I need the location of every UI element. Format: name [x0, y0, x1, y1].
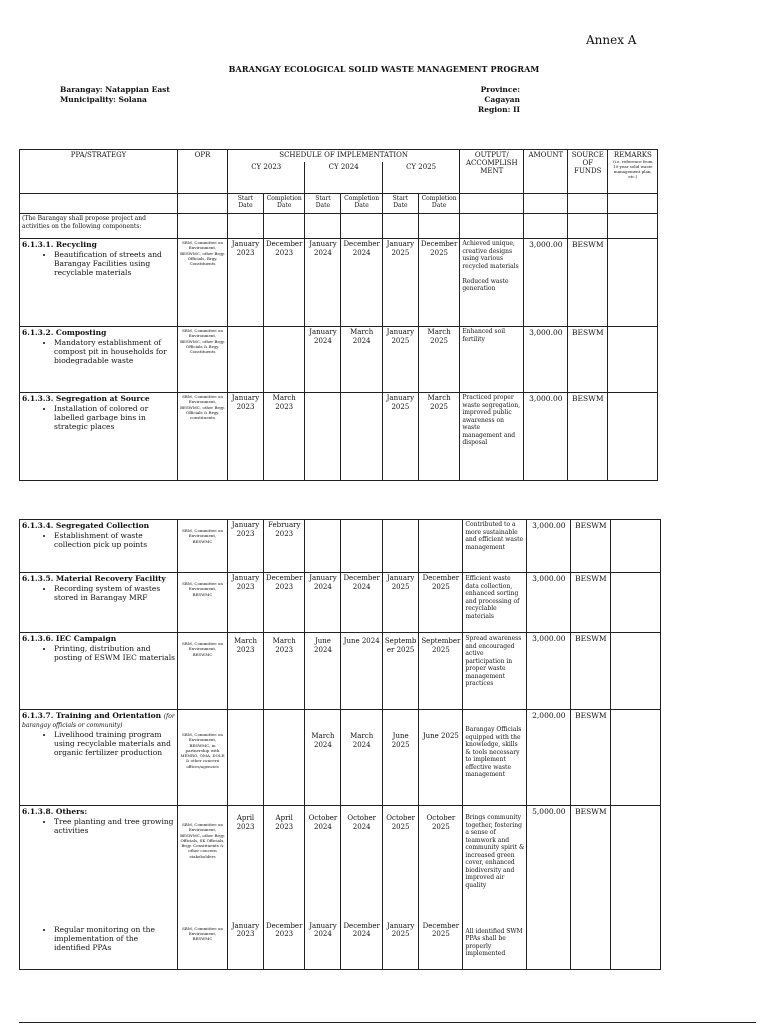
program-table-2: [19, 519, 661, 970]
date-cell: October 2025: [382, 806, 419, 918]
date-cell: January 2025: [382, 239, 418, 327]
province-label: Province: Cagayan: [480, 85, 520, 104]
amount-cell: 5,000.00: [527, 806, 571, 918]
opr-cell: SBM, Committee on Environment, BESWMC, other Brgy. Officials, Brgy. Constituents: [178, 239, 228, 327]
remarks-cell: [608, 327, 658, 393]
date-cell: January 2023: [228, 239, 264, 327]
header-cy2023: CY 2023: [228, 162, 305, 194]
output-cell: Efficient waste data collection, enhanced sorting and processing of recyclable materials: [463, 573, 527, 633]
date-cell: March 2023: [264, 393, 305, 481]
ppa-bullet: • Livelihood training program using recyclable materials and organic fertilizer production: [54, 730, 175, 757]
output-cell: Barangay Officials equipped with the knowledge, skills & tools necessary to implement effective waste management: [463, 710, 527, 806]
header-remarks: [608, 150, 658, 194]
date-cell: October 2024: [341, 806, 382, 918]
output-cell: Practiced proper waste segregation, improved public awareness on waste management and disposal: [460, 393, 524, 481]
date-cell: [341, 520, 382, 573]
table-row: [20, 393, 658, 481]
date-cell: December 2023: [264, 918, 305, 970]
output-cell: Achieved unique, creative designs using various recycled materials Reduced waste generation: [460, 239, 524, 327]
date-cell: September 2025: [419, 633, 463, 710]
date-cell: June 2024: [341, 633, 382, 710]
table-row: [20, 573, 661, 633]
remarks-label: REMARKS: [613, 151, 652, 159]
empty-cell: [178, 194, 228, 214]
date-cell: [382, 520, 419, 573]
date-cell: March 2023: [228, 633, 264, 710]
region-label: Region: II: [478, 105, 520, 114]
amount-cell: 2,000.00: [527, 710, 571, 806]
amount-cell: 3,000.00: [524, 327, 568, 393]
annex-label: Annex A: [586, 33, 637, 47]
remarks-cell: [611, 520, 661, 573]
date-cell: January 2024: [305, 239, 341, 327]
date-cell: [264, 327, 305, 393]
remarks-cell: [611, 918, 661, 970]
amount-cell: 3,000.00: [524, 239, 568, 327]
date-cell: December 2025: [419, 918, 463, 970]
date-cell: March 2025: [418, 393, 459, 481]
ppa-title: 6.1.3.3. Segregation at Source: [22, 394, 150, 403]
date-cell: December 2024: [341, 239, 382, 327]
date-cell: [305, 393, 341, 481]
ppa-bullet: • Beautification of streets and Barangay Facilities using recyclable materials: [54, 250, 175, 277]
empty-cell: [608, 194, 658, 214]
program-table-1: [19, 149, 658, 481]
opr-cell: SBM, Committee on Environment, BESWMC: [178, 520, 228, 573]
source-cell: BESWM: [571, 573, 611, 633]
date-cell: February 2023: [264, 520, 305, 573]
ppa-bullet: • Tree planting and tree growing activities: [54, 817, 175, 835]
output-cell: Contributed to a more sustainable and efficient waste management: [463, 520, 527, 573]
date-cell: January 2024: [305, 327, 341, 393]
date-cell: [228, 327, 264, 393]
output-cell: All identified SWM PPAs shall be properly implemented: [463, 918, 527, 970]
date-cell: December 2023: [264, 573, 305, 633]
remarks-cell: [611, 573, 661, 633]
source-cell: BESWM: [571, 710, 611, 806]
page-bottom-rule: [19, 1022, 756, 1023]
date-cell: January 2025: [382, 327, 418, 393]
location-left: [60, 85, 170, 105]
ppa-title-text: 6.1.3.7. Training and Orientation: [22, 711, 162, 720]
date-cell: October 2025: [419, 806, 463, 918]
ppa-bullet: • Establishment of waste collection pick up points: [54, 531, 175, 549]
header-cy2024: CY 2024: [305, 162, 382, 194]
opr-cell: SBM, Committee on Environment, BESWMC, in partnership with MENRO, OMA, DOLE & other concern offices/agencies: [178, 710, 228, 806]
ppa-bullet: • Recording system of wastes stored in Barangay MRF: [54, 584, 175, 602]
ppa-bullet: • Installation of colored or labelled garbage bins in strategic places: [54, 404, 175, 431]
opr-cell: SBM, Committee on Environment, BESWMC: [178, 918, 228, 970]
source-cell: [571, 918, 611, 970]
ppa-title: 6.1.3.6. IEC Campaign: [22, 634, 117, 643]
location-right: [443, 85, 520, 115]
date-cell: Septemb er 2025: [382, 633, 419, 710]
date-cell: March 2025: [418, 327, 459, 393]
col-start-2025: Start Date: [382, 194, 418, 214]
table-row: [20, 239, 658, 327]
date-cell: April 2023: [228, 806, 264, 918]
opr-cell: SBM, Committee on Environment, BESWMC, other Brgy. Officials, SK Officials, Brgy. Constituents & other concern stakeholders: [178, 806, 228, 918]
date-cell: June 2025: [419, 710, 463, 806]
source-cell: BESWM: [568, 239, 608, 327]
opr-cell: SBM, Committee on Environment, BESWMC: [178, 633, 228, 710]
col-completion-2025: Completion Date: [418, 194, 459, 214]
amount-cell: [527, 918, 571, 970]
date-cell: January 2025: [382, 393, 418, 481]
opr-cell: SBM, Committee on Environment, BESWMC, other Brgy. Officials & Brgy. Constituents: [178, 327, 228, 393]
date-cell: January 2023: [228, 918, 264, 970]
amount-cell: 3,000.00: [527, 520, 571, 573]
date-cell: December 2023: [264, 239, 305, 327]
date-cell: [305, 520, 341, 573]
date-cell: [264, 710, 305, 806]
source-cell: BESWM: [571, 520, 611, 573]
date-cell: January 2023: [228, 573, 264, 633]
date-cell: March 2024: [341, 327, 382, 393]
date-cell: [228, 710, 264, 806]
amount-cell: 3,000.00: [527, 633, 571, 710]
header-opr: OPR: [178, 150, 228, 194]
intro-note: (The Barangay shall propose project and activities on the following components:: [20, 214, 178, 239]
ppa-bullet: • Printing, distribution and posting of ESWM IEC materials: [54, 644, 175, 662]
date-cell: December 2024: [341, 573, 382, 633]
amount-cell: 3,000.00: [524, 393, 568, 481]
remarks-cell: [608, 393, 658, 481]
table-row: [20, 633, 661, 710]
header-ppa: PPA/STRATEGY: [20, 150, 178, 194]
col-start-2024: Start Date: [305, 194, 341, 214]
table-row: [20, 806, 661, 918]
date-cell: January 2025: [382, 573, 419, 633]
header-output: OUTPUT/ ACCOMPLISH MENT: [460, 150, 524, 194]
header-cy2025: CY 2025: [382, 162, 459, 194]
header-amount: AMOUNT: [524, 150, 568, 194]
date-cell: [419, 520, 463, 573]
amount-cell: 3,000.00: [527, 573, 571, 633]
date-cell: January 2024: [305, 918, 341, 970]
date-cell: June 2025: [382, 710, 419, 806]
date-cell: December 2025: [419, 573, 463, 633]
col-completion-2024: Completion Date: [341, 194, 382, 214]
ppa-title: 6.1.3.5. Material Recovery Facility: [22, 574, 166, 583]
ppa-bullet: • Regular monitoring on the implementation of the identified PPAs: [54, 925, 175, 952]
ppa-title: [22, 711, 175, 729]
source-cell: BESWM: [568, 327, 608, 393]
source-cell: BESWM: [571, 806, 611, 918]
output-cell: Enhanced soil fertility: [460, 327, 524, 393]
col-start-2023: Start Date: [228, 194, 264, 214]
date-cell: [341, 393, 382, 481]
opr-cell: SBM, Committee on Environment, BESWMC: [178, 573, 228, 633]
document-title: BARANGAY ECOLOGICAL SOLID WASTE MANAGEMENT PROGRAM: [228, 64, 540, 74]
date-cell: March 2024: [305, 710, 341, 806]
ppa-title-note: (for barangay officials or community): [22, 713, 175, 729]
date-cell: December 2025: [418, 239, 459, 327]
output-cell: Brings community together, fostering a sense of teamwork and community spirit & increased green cover, enhanced biodiversity and improved air quality: [463, 806, 527, 918]
date-cell: March 2024: [341, 710, 382, 806]
source-cell: BESWM: [571, 633, 611, 710]
remarks-cell: [611, 806, 661, 918]
ppa-title: 6.1.3.8. Others:: [22, 807, 88, 816]
date-cell: March 2023: [264, 633, 305, 710]
date-cell: January 2025: [382, 918, 419, 970]
empty-cell: [568, 194, 608, 214]
empty-cell: [524, 194, 568, 214]
col-completion-2023: Completion Date: [264, 194, 305, 214]
municipality-label: Municipality: Solana: [60, 95, 147, 104]
header-schedule: SCHEDULE OF IMPLEMENTATION: [228, 150, 460, 162]
remarks-cell: [611, 633, 661, 710]
table-row: [20, 327, 658, 393]
ppa-title: 6.1.3.2. Composting: [22, 328, 107, 337]
table-row: [20, 918, 661, 970]
date-cell: April 2023: [264, 806, 305, 918]
table-row: [20, 520, 661, 573]
date-cell: October 2024: [305, 806, 341, 918]
table-row: [20, 710, 661, 806]
empty-cell: [460, 194, 524, 214]
date-cell: January 2023: [228, 393, 264, 481]
header-source: SOURCE OF FUNDS: [568, 150, 608, 194]
source-cell: BESWM: [568, 393, 608, 481]
date-cell: June 2024: [305, 633, 341, 710]
date-cell: January 2024: [305, 573, 341, 633]
ppa-title: 6.1.3.4. Segregated Collection: [22, 521, 150, 530]
output-cell: Spread awareness and encouraged active participation in proper waste management practices: [463, 633, 527, 710]
barangay-label: Barangay: Natappian East: [60, 85, 170, 94]
empty-cell: [20, 194, 178, 214]
date-cell: January 2023: [228, 520, 264, 573]
remarks-cell: [611, 710, 661, 806]
remarks-note: (i.e. reference from 10-year solid waste management plan, etc.): [613, 159, 653, 179]
date-cell: December 2024: [341, 918, 382, 970]
ppa-bullet: • Mandatory establishment of compost pit in households for biodegradable waste: [54, 338, 175, 365]
ppa-title: 6.1.3.1. Recycling: [22, 240, 97, 249]
remarks-cell: [608, 239, 658, 327]
opr-cell: SBM, Committee on Environment, BESWMC, other Brgy. Officials & Brgy. constituents: [178, 393, 228, 481]
